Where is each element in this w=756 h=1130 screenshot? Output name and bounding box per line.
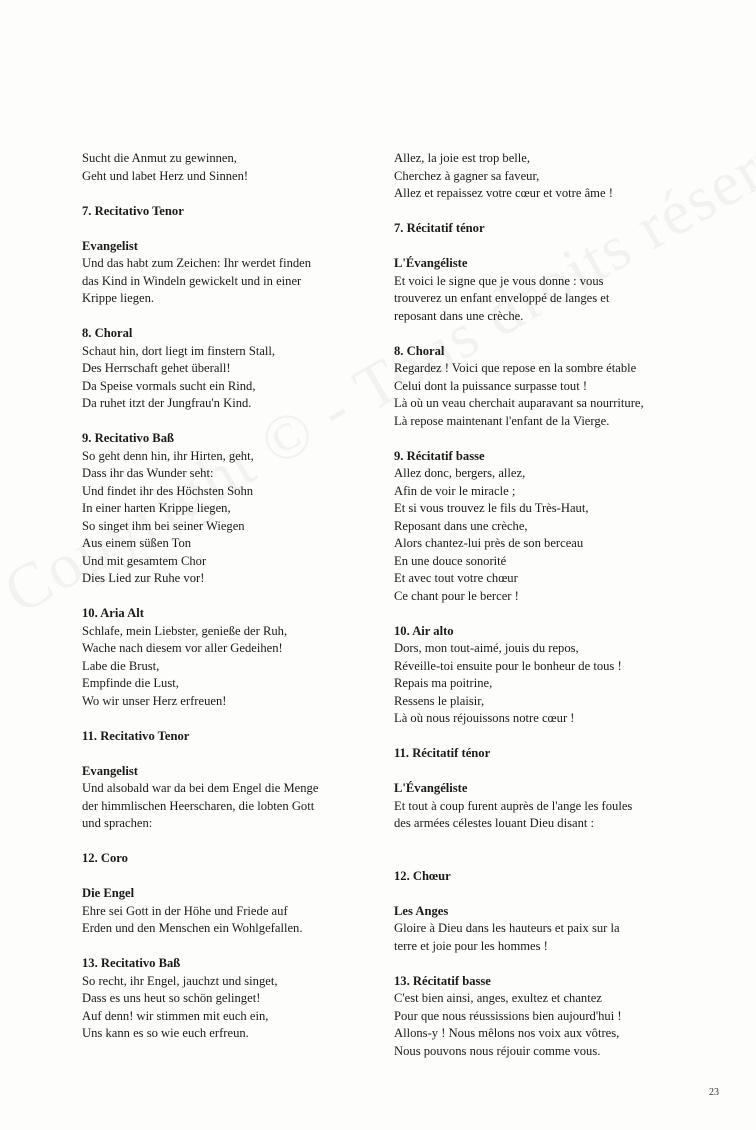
paragraph-gap	[394, 955, 684, 973]
paragraph-gap	[394, 833, 684, 851]
german-section-heading: 12. Coro	[82, 851, 128, 865]
german-text-line: Dies Lied zur Ruhe vor!	[82, 571, 205, 585]
french-text-line: Et avec tout votre chœur	[394, 571, 518, 585]
french-section-heading: 7. Récitatif ténor	[394, 221, 485, 235]
french-text-line: Réveille-toi ensuite pour le bonheur de tous !	[394, 658, 622, 673]
german-text-line: Empfinde die Lust,	[82, 676, 179, 690]
french-text-column	[394, 150, 684, 1060]
german-text-line: Uns kann es so wie euch erfreun.	[82, 1026, 249, 1040]
paragraph-gap	[394, 325, 684, 343]
paragraph-gap	[394, 763, 684, 781]
french-text-line: trouverez un enfant enveloppé de langes et	[394, 291, 610, 305]
french-text-line: Alors chantez-lui près de son berceau	[394, 536, 584, 550]
german-text-line: Und alsobald war da bei dem Engel die Menge	[82, 781, 319, 795]
french-section-heading: 11. Récitatif ténor	[394, 746, 491, 760]
french-section-heading: 9. Récitatif basse	[394, 448, 485, 463]
german-text-line: So geht denn hin, ihr Hirten, geht,	[82, 448, 254, 463]
german-section-heading: 8. Choral	[82, 326, 133, 340]
french-text-line: Afin de voir le miracle ;	[394, 483, 516, 498]
french-text-line: des armées célestes louant Dieu disant :	[394, 816, 595, 830]
paragraph-gap	[82, 185, 382, 203]
paragraph-gap	[82, 308, 382, 326]
german-text-line: das Kind in Windeln gewickelt und in einer	[82, 273, 302, 288]
german-text-line: Aus einem süßen Ton	[82, 536, 192, 550]
french-text-line: En une douce sonorité	[394, 553, 507, 568]
paragraph-gap	[82, 413, 382, 431]
paragraph-gap	[394, 605, 684, 623]
paragraph-gap	[394, 203, 684, 221]
german-text-line: Ehre sei Gott in der Höhe und Friede auf	[82, 903, 288, 918]
french-text-line: Dors, mon tout-aimé, jouis du repos,	[394, 641, 579, 655]
german-section-heading: Evangelist	[82, 238, 138, 253]
french-text-line: Gloire à Dieu dans les hauteurs et paix sur la	[394, 921, 620, 935]
french-text-line: Reposant dans une crèche,	[394, 518, 528, 533]
french-text-line: Repais ma poitrine,	[394, 676, 493, 690]
french-text-line: Regardez ! Voici que repose en la sombre étable	[394, 361, 637, 375]
paragraph-gap	[82, 938, 382, 956]
french-text-line: Là où un veau cherchait auparavant sa nourriture,	[394, 396, 644, 410]
french-text-line: Là où nous réjouissons notre cœur !	[394, 711, 575, 725]
french-section-heading: 10. Air alto	[394, 623, 454, 638]
paragraph-gap	[82, 588, 382, 606]
french-text-line: Allez et repaissez votre cœur et votre âme !	[394, 186, 613, 200]
french-section-heading: 12. Chœur	[394, 868, 451, 883]
paragraph-gap	[82, 220, 382, 238]
german-section-heading: 7. Recitativo Tenor	[82, 203, 184, 218]
paragraph-gap	[394, 850, 684, 868]
german-text-line: Des Herrschaft gehet überall!	[82, 361, 231, 375]
french-text-line: Et tout à coup furent auprès de l'ange les foules	[394, 798, 633, 813]
french-section-heading: L'Évangéliste	[394, 781, 468, 795]
paragraph-gap	[82, 868, 382, 886]
french-text-line: C'est bien ainsi, anges, exultez et chantez	[394, 991, 602, 1005]
german-text-line: Geht und labet Herz und Sinnen!	[82, 168, 249, 183]
german-section-heading: Evangelist	[82, 763, 138, 778]
german-text-line: der himmlischen Heerscharen, die lobten Gott	[82, 798, 315, 813]
paragraph-gap	[394, 885, 684, 903]
german-text-line: Wache nach diesem vor aller Gedeihen!	[82, 641, 283, 655]
german-text-line: Erden und den Menschen ein Wohlgefallen.	[82, 921, 303, 935]
french-text-line: reposant dans une crèche.	[394, 308, 524, 323]
paragraph-gap	[82, 745, 382, 763]
french-text-line: terre et joie pour les hommes !	[394, 938, 548, 953]
german-text-line: Krippe liegen.	[82, 291, 155, 305]
french-text-line: Ressens le plaisir,	[394, 693, 485, 708]
french-text-line: Et voici le signe que je vous donne : vous	[394, 273, 604, 288]
german-text-line: Sucht die Anmut zu gewinnen,	[82, 151, 237, 165]
german-text-column	[82, 150, 382, 1043]
french-text-line: Ce chant pour le bercer !	[394, 588, 519, 603]
page-number: 23	[709, 1087, 719, 1098]
german-text-line: In einer harten Krippe liegen,	[82, 501, 231, 515]
german-text-line: Dass ihr das Wunder seht:	[82, 466, 214, 480]
french-text-line: Nous pouvons nous réjouir comme vous.	[394, 1043, 601, 1058]
german-text-line: Und mit gesamtem Chor	[82, 553, 207, 568]
paragraph-gap	[82, 833, 382, 851]
german-section-heading: 10. Aria Alt	[82, 606, 144, 620]
german-text-line: Schlafe, mein Liebster, genieße der Ruh,	[82, 623, 288, 638]
french-text-line: Celui dont la puissance surpasse tout !	[394, 378, 588, 393]
german-text-line: Und das habt zum Zeichen: Ihr werdet finden	[82, 256, 312, 270]
french-text-line: Et si vous trouvez le fils du Très-Haut,	[394, 501, 589, 515]
german-text-line: Dass es uns heut so schön gelinget!	[82, 991, 261, 1005]
paragraph-gap	[394, 430, 684, 448]
german-section-heading: 13. Recitativo Baß	[82, 956, 181, 970]
french-text-line: Là repose maintenant l'enfant de la Vierge.	[394, 413, 610, 428]
paragraph-gap	[82, 710, 382, 728]
german-text-line: Wo wir unser Herz erfreuen!	[82, 693, 227, 708]
french-text-line: Allez, la joie est trop belle,	[394, 151, 531, 165]
french-text-line: Cherchez à gagner sa faveur,	[394, 168, 540, 183]
german-text-line: Labe die Brust,	[82, 658, 160, 673]
french-section-heading: L'Évangéliste	[394, 256, 468, 270]
french-section-heading: 13. Récitatif basse	[394, 973, 491, 988]
german-text-line: Da ruhet itzt der Jungfrau'n Kind.	[82, 396, 252, 410]
french-text-line: Allez donc, bergers, allez,	[394, 466, 526, 480]
paragraph-gap	[394, 238, 684, 256]
german-section-heading: 9. Recitativo Baß	[82, 431, 174, 445]
french-text-line: Pour que nous réussissions bien aujourd'hui !	[394, 1008, 622, 1023]
german-text-line: Schaut hin, dort liegt im finstern Stall,	[82, 343, 276, 358]
german-section-heading: 11. Recitativo Tenor	[82, 728, 190, 743]
german-text-line: So singet ihm bei seiner Wiegen	[82, 518, 245, 533]
german-text-line: So recht, ihr Engel, jauchzt und singet,	[82, 973, 278, 988]
german-text-line: und sprachen:	[82, 816, 153, 830]
german-text-line: Auf denn! wir stimmen mit euch ein,	[82, 1008, 269, 1023]
paragraph-gap	[394, 728, 684, 746]
german-text-line: Und findet ihr des Höchsten Sohn	[82, 483, 254, 498]
german-text-line: Da Speise vormals sucht ein Rind,	[82, 378, 256, 393]
french-text-line: Allons-y ! Nous mêlons nos voix aux vôtres,	[394, 1026, 620, 1040]
french-section-heading: Les Anges	[394, 903, 449, 918]
german-section-heading: Die Engel	[82, 886, 135, 900]
french-section-heading: 8. Choral	[394, 343, 445, 358]
